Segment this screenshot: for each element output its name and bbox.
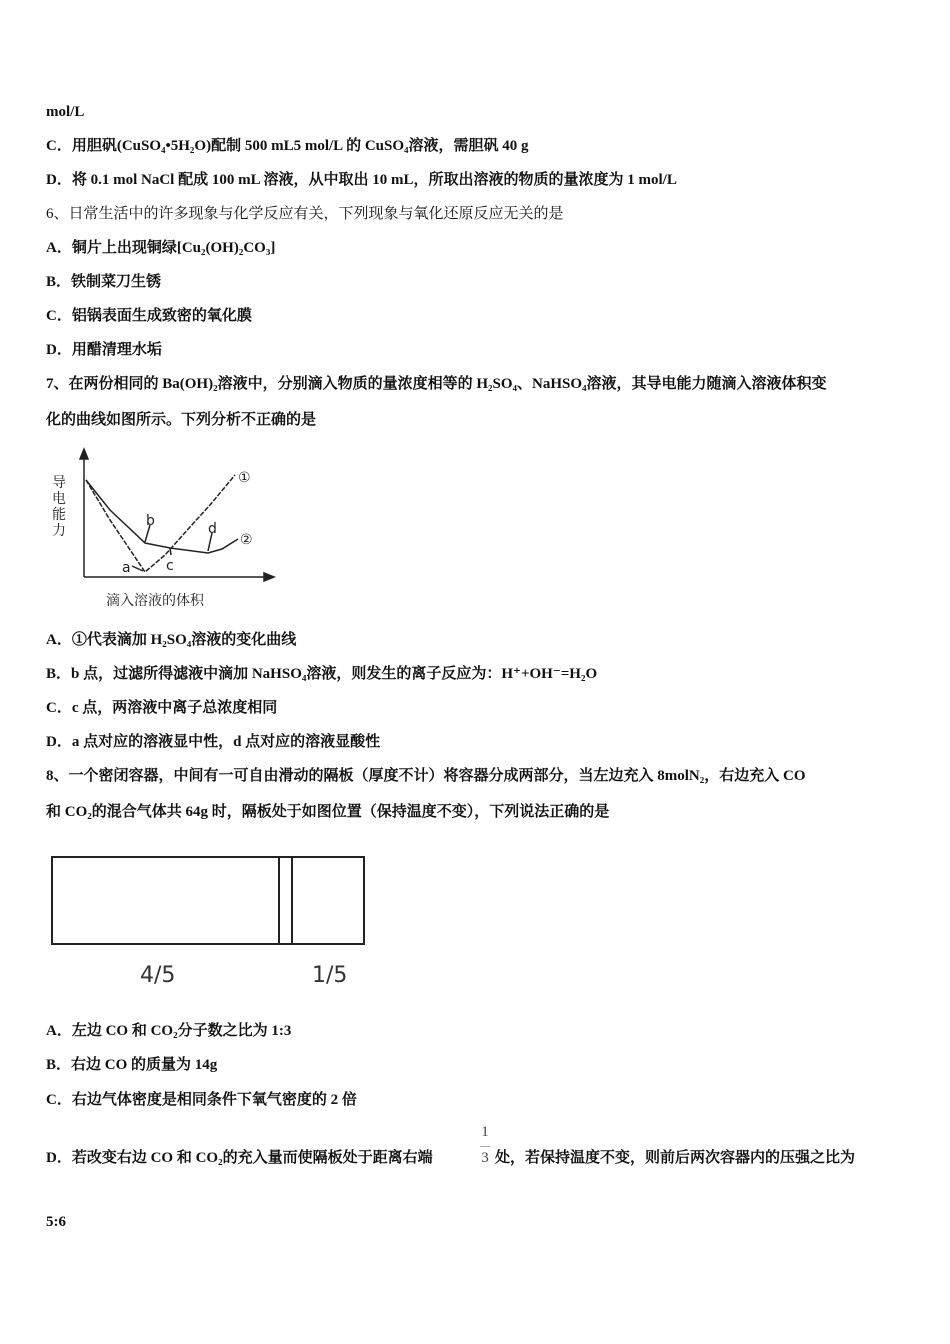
q8-option-d-cont: 处，若保持温度不变，则前后两次容器内的压强之比为	[495, 1150, 856, 1166]
y-axis-label: 电	[52, 491, 66, 507]
q8-option-c: C．右边气体密度是相同条件下氧气密度的 2 倍	[46, 1092, 357, 1108]
question-8: 8、一个密闭容器，中间有一可自由滑动的隔板（厚度不计）将容器分成两部分，当左边充入 8molN₂，右边充入 CO	[46, 768, 806, 784]
option-d: D．将 0.1 mol NaCl 配成 100 mL 溶液，从中取出 10 mL，所取出溶液的物质的量浓度为 1 mol/L	[46, 172, 677, 188]
q8-option-a: A．左边 CO 和 CO₂分子数之比为 1:3	[46, 1023, 292, 1039]
x-axis-label: 滴入溶液的体积	[106, 593, 204, 609]
curve-1-label: ①	[238, 470, 251, 486]
point-b-label: b	[146, 513, 155, 529]
question-7-cont: 化的曲线如图所示。下列分析不正确的是	[46, 412, 317, 428]
point-a-label: a	[122, 560, 131, 576]
q6-option-c: C．铝锅表面生成致密的氧化膜	[46, 308, 252, 324]
y-axis-label: 力	[52, 523, 66, 539]
fraction-numerator: 1	[481, 1124, 489, 1140]
right-ratio-label: 1/5	[312, 963, 348, 988]
container-diagram	[45, 850, 375, 1000]
fraction-denominator: 3	[481, 1150, 489, 1166]
q7-option-a: A．①代表滴加 H₂SO₄溶液的变化曲线	[46, 632, 297, 648]
point-c-label: c	[166, 558, 174, 574]
curve-2	[86, 480, 238, 553]
y-axis-arrow	[80, 449, 88, 459]
question-8-cont: 和 CO₂的混合气体共 64g 时，隔板处于如图位置（保持温度不变），下列说法正确的是	[46, 804, 610, 820]
left-ratio-label: 4/5	[140, 963, 176, 988]
y-axis-label: 导	[52, 475, 66, 491]
text-line: mol/L	[46, 104, 85, 120]
q6-option-d: D．用醋清理水垢	[46, 342, 162, 358]
option-c: C．用胆矾(CuSO₄•5H₂O)配制 500 mL5 mol/L 的 CuSO₄溶液，需胆矾 40 g	[46, 138, 529, 154]
question-7: 7、在两份相同的 Ba(OH)₂溶液中，分别滴入物质的量浓度相等的 H₂SO₄、NaHSO₄溶液，其导电能力随滴入溶液体积变	[46, 376, 827, 392]
q7-option-b: B．b 点，过滤所得滤液中滴加 NaHSO₄溶液，则发生的离子反应为：H⁺+OH⁻=H₂O	[46, 666, 598, 682]
q6-option-a: A．铜片上出现铜绿[Cu₂(OH)₂CO₃]	[46, 240, 276, 256]
q7-option-d: D．a 点对应的溶液显中性，d 点对应的溶液显酸性	[46, 734, 381, 750]
q7-option-c: C．c 点，两溶液中离子总浓度相同	[46, 700, 278, 716]
x-axis-arrow	[264, 573, 274, 581]
partition	[279, 857, 292, 944]
point-d-label: d	[208, 521, 217, 537]
q6-option-b: B．铁制菜刀生锈	[46, 274, 162, 290]
container	[52, 857, 364, 944]
fraction-bar	[480, 1146, 490, 1147]
curve-2-label: ②	[240, 532, 253, 548]
conductivity-chart	[40, 445, 290, 615]
q8-option-d-answer: 5:6	[46, 1214, 66, 1230]
question-6: 6、日常生活中的许多现象与化学反应有关，下列现象与氧化还原反应无关的是	[46, 206, 564, 222]
y-axis-label: 能	[52, 507, 66, 523]
q8-option-b: B．右边 CO 的质量为 14g	[46, 1057, 218, 1073]
q8-option-d: D．若改变右边 CO 和 CO₂的充入量而使隔板处于距离右端	[46, 1150, 433, 1166]
